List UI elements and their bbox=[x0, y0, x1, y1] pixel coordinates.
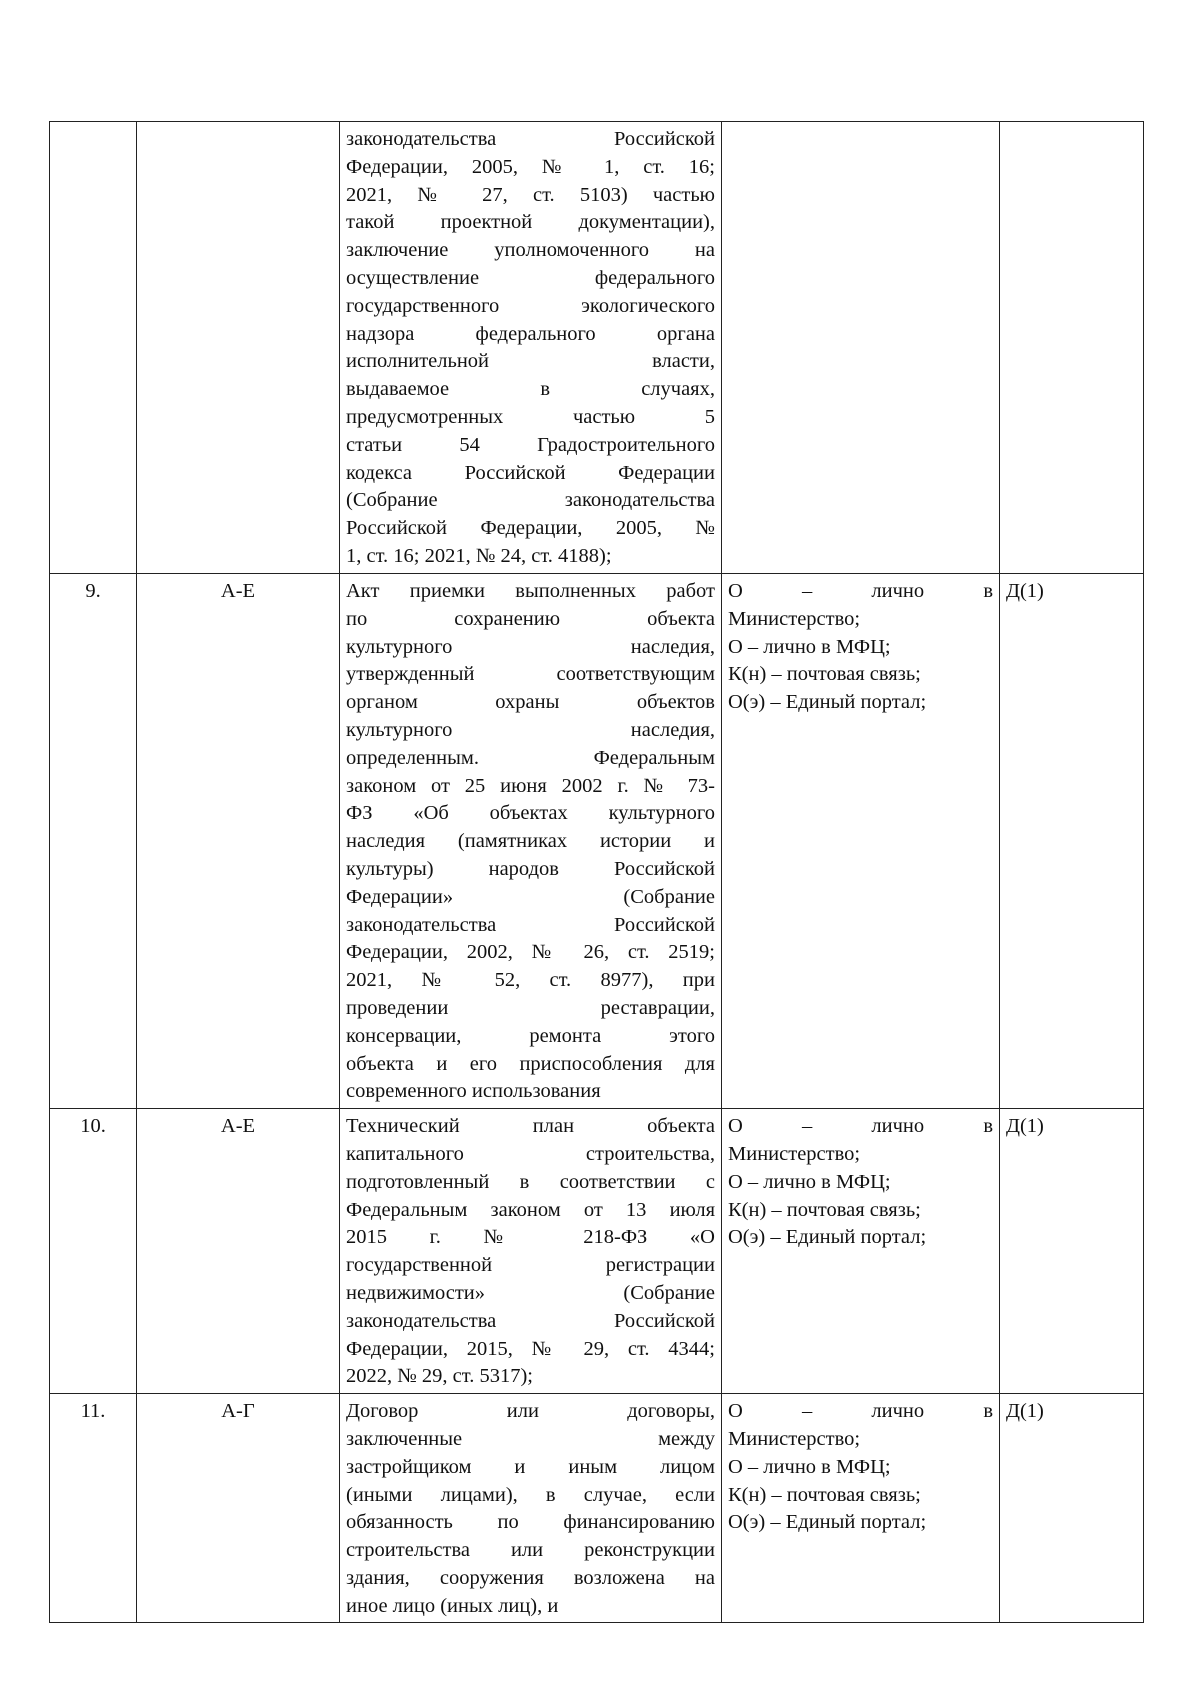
description-line: 1, ст. 16; 2021, № 24, ст. 4188); bbox=[346, 544, 612, 567]
description-line: Федерации, 2015, № 29, ст. 4344; bbox=[346, 1337, 715, 1360]
documents-table bbox=[49, 121, 1144, 1623]
description-line: утвержденный соответствующим bbox=[346, 663, 715, 686]
description-line: государственной регистрации bbox=[346, 1254, 715, 1277]
document-description bbox=[340, 574, 722, 1109]
description-line: осуществление федерального bbox=[346, 266, 715, 289]
description-line: здания, сооружения возложена на bbox=[346, 1566, 715, 1589]
description-line: 2015 г. № 218-ФЗ «О bbox=[346, 1226, 715, 1249]
description-line: исполнительной власти, bbox=[346, 350, 715, 373]
description-line: культуры) народов Российской bbox=[346, 857, 715, 880]
document-description bbox=[340, 1109, 722, 1394]
row-code: А-Е bbox=[137, 574, 340, 1109]
description-line: по сохранению объекта bbox=[346, 607, 715, 630]
description-line: Российской Федерации, 2005, № bbox=[346, 517, 715, 540]
row-number: 11. bbox=[50, 1394, 137, 1623]
description-line: законодательства Российской bbox=[346, 1309, 715, 1332]
description-line: современного использования bbox=[346, 1080, 601, 1103]
submission-method-line: О – лично в bbox=[728, 1115, 993, 1138]
description-line: 2021, № 27, ст. 5103) частью bbox=[346, 183, 715, 206]
submission-method-line: О – лично в МФЦ; bbox=[728, 635, 891, 658]
description-line: заключенные между bbox=[346, 1427, 715, 1450]
description-line: Договор или договоры, bbox=[346, 1400, 715, 1423]
description-line: обязанность по финансированию bbox=[346, 1511, 715, 1534]
submission-method-line: О(э) – Единый портал; bbox=[728, 691, 927, 714]
description-line: культурного наследия, bbox=[346, 718, 715, 741]
submission-method-line: К(н) – почтовая связь; bbox=[728, 1483, 921, 1506]
submission-method-line: К(н) – почтовая связь; bbox=[728, 663, 921, 686]
description-line: (иными лицами), в случае, если bbox=[346, 1483, 715, 1506]
documents-table-body bbox=[50, 122, 1144, 1623]
submission-method-line: О – лично в МФЦ; bbox=[728, 1455, 891, 1478]
document-type: Д(1) bbox=[1000, 1394, 1144, 1623]
description-line: иное лицо (иных лиц), и bbox=[346, 1594, 559, 1617]
row-number bbox=[50, 122, 137, 574]
description-line: ФЗ «Об объектах культурного bbox=[346, 802, 715, 825]
description-line: объекта и его приспособления для bbox=[346, 1052, 715, 1075]
description-line: консервации, ремонта этого bbox=[346, 1024, 715, 1047]
description-line: законодательства Российской bbox=[346, 128, 715, 150]
row-code bbox=[137, 122, 340, 574]
submission-method-line: О – лично в bbox=[728, 1400, 993, 1423]
description-line: законом от 25 июня 2002 г. № 73- bbox=[346, 774, 715, 797]
description-line: подготовленный в соответствии с bbox=[346, 1170, 715, 1193]
description-line: Акт приемки выполненных работ bbox=[346, 580, 715, 602]
description-line: застройщиком и иным лицом bbox=[346, 1455, 715, 1478]
description-line: недвижимости» (Собрание bbox=[346, 1281, 715, 1304]
description-line: определенным. Федеральным bbox=[346, 746, 715, 769]
description-line: (Собрание законодательства bbox=[346, 489, 715, 512]
submission-method-line: О(э) – Единый портал; bbox=[728, 1511, 927, 1534]
submission-method-line: О – лично в МФЦ; bbox=[728, 1170, 891, 1193]
description-line: Федерации, 2002, № 26, ст. 2519; bbox=[346, 941, 715, 964]
description-line: Федерации» (Собрание bbox=[346, 885, 715, 908]
document-type: Д(1) bbox=[1000, 574, 1144, 1109]
document-type bbox=[1000, 122, 1144, 574]
submission-method-line: Министерство; bbox=[728, 607, 861, 630]
submission-method-line: О(э) – Единый портал; bbox=[728, 1226, 927, 1249]
description-line: кодекса Российской Федерации bbox=[346, 461, 715, 484]
submission-methods bbox=[722, 574, 1000, 1109]
table-row bbox=[50, 122, 1144, 574]
description-line: наследия (памятниках истории и bbox=[346, 830, 715, 853]
description-line: такой проектной документации), bbox=[346, 211, 715, 234]
description-line: культурного наследия, bbox=[346, 635, 715, 658]
submission-methods bbox=[722, 122, 1000, 574]
table-row bbox=[50, 574, 1144, 1109]
submission-method-line: О – лично в bbox=[728, 580, 993, 602]
document-description bbox=[340, 1394, 722, 1623]
description-line: капитального строительства, bbox=[346, 1142, 715, 1165]
description-line: 2021, № 52, ст. 8977), при bbox=[346, 969, 715, 992]
row-code: А-Е bbox=[137, 1109, 340, 1394]
description-line: строительства или реконструкции bbox=[346, 1539, 715, 1562]
description-line: предусмотренных частью 5 bbox=[346, 405, 715, 428]
description-line: статьи 54 Градостроительного bbox=[346, 433, 715, 456]
table-row bbox=[50, 1109, 1144, 1394]
submission-methods bbox=[722, 1394, 1000, 1623]
description-line: проведении реставрации, bbox=[346, 996, 715, 1019]
document-description bbox=[340, 122, 722, 574]
description-line: 2022, № 29, ст. 5317); bbox=[346, 1365, 533, 1388]
submission-method-line: Министерство; bbox=[728, 1142, 861, 1165]
row-number: 10. bbox=[50, 1109, 137, 1394]
description-line: Федеральным законом от 13 июля bbox=[346, 1198, 715, 1221]
description-line: Федерации, 2005, № 1, ст. 16; bbox=[346, 155, 715, 178]
table-row bbox=[50, 1394, 1144, 1623]
description-line: органом охраны объектов bbox=[346, 691, 715, 714]
submission-methods bbox=[722, 1109, 1000, 1394]
description-line: выдаваемое в случаях, bbox=[346, 378, 715, 401]
description-line: законодательства Российской bbox=[346, 913, 715, 936]
row-code: А-Г bbox=[137, 1394, 340, 1623]
description-line: государственного экологического bbox=[346, 294, 715, 317]
description-line: заключение уполномоченного на bbox=[346, 239, 715, 262]
description-line: надзора федерального органа bbox=[346, 322, 715, 345]
document-type: Д(1) bbox=[1000, 1109, 1144, 1394]
submission-method-line: К(н) – почтовая связь; bbox=[728, 1198, 921, 1221]
description-line: Технический план объекта bbox=[346, 1115, 715, 1138]
row-number: 9. bbox=[50, 574, 137, 1109]
submission-method-line: Министерство; bbox=[728, 1427, 861, 1450]
